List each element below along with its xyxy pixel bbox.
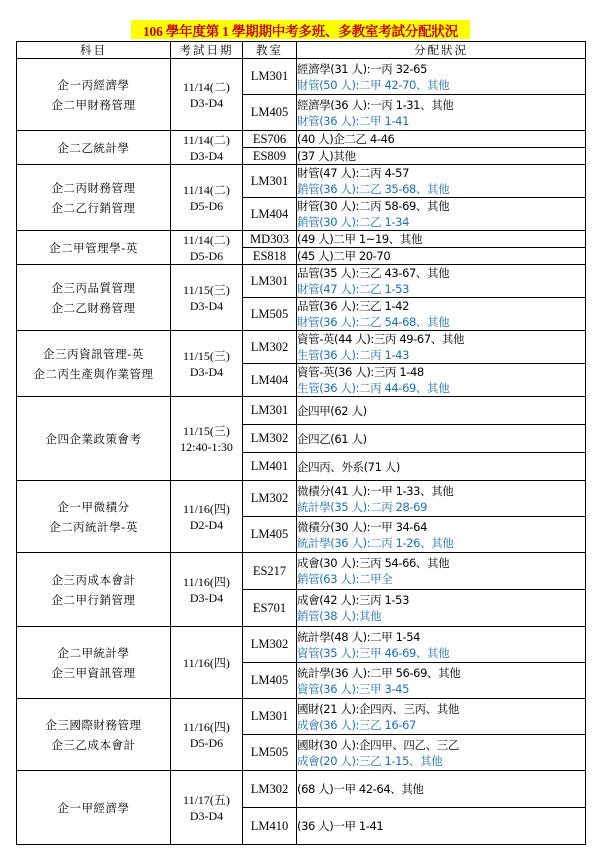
header-date: 考試日期 bbox=[171, 42, 243, 59]
allocation-cell bbox=[297, 590, 586, 627]
course-name: 企一甲經濟學 bbox=[57, 800, 130, 815]
allocation-line: (36 人)一甲 1-41 bbox=[297, 819, 384, 833]
room-cell: MD303 bbox=[243, 231, 297, 248]
title-banner bbox=[131, 20, 470, 39]
course-cell bbox=[17, 131, 171, 165]
room-cell: LM505 bbox=[243, 298, 297, 331]
allocation-cell bbox=[297, 148, 586, 165]
allocation-table bbox=[16, 41, 586, 845]
course-name: 企四企業政策會考 bbox=[45, 431, 142, 446]
exam-date: 11/16(四) bbox=[183, 655, 230, 670]
room-cell: LM302 bbox=[243, 331, 297, 364]
allocation-line: 經濟學(36 人):一丙 1-31、其他 bbox=[297, 97, 454, 112]
page-title: 106 學年度第 1 學期期中考多班、多教室考試分配狀況 bbox=[142, 23, 459, 39]
allocation-cell bbox=[297, 331, 586, 364]
allocation-line: 統計學(36 人):二甲 56-69、其他 bbox=[297, 665, 461, 680]
exam-period: D2-D4 bbox=[189, 517, 224, 532]
allocation-cell bbox=[297, 265, 586, 298]
table-row bbox=[17, 331, 586, 364]
allocation-cell bbox=[297, 425, 586, 453]
course-cell bbox=[17, 397, 171, 481]
exam-period: D5-D6 bbox=[189, 198, 224, 213]
allocation-line: 企四乙(61 人) bbox=[297, 431, 367, 446]
allocation-cell bbox=[297, 165, 586, 198]
allocation-line: 國財(21 人):企四丙、三丙、其他 bbox=[297, 701, 459, 716]
room-cell: LM405 bbox=[243, 663, 297, 699]
exam-date-cell bbox=[171, 553, 243, 627]
exam-date: 11/15(三) bbox=[183, 423, 230, 438]
exam-period: D3-D4 bbox=[189, 298, 224, 313]
allocation-cell bbox=[297, 298, 586, 331]
allocation-line: 財管(47 人):二丙 4-57 bbox=[297, 166, 409, 180]
exam-date-cell bbox=[171, 481, 243, 553]
exam-period: D3-D4 bbox=[189, 808, 224, 823]
allocation-line: 財管(30 人):二丙 58-69、其他 bbox=[297, 199, 450, 213]
allocation-cell bbox=[297, 699, 586, 735]
exam-date: 11/14(二) bbox=[183, 232, 230, 247]
course-name: 企二甲行銷管理 bbox=[51, 592, 136, 607]
allocation-line: 品管(36 人):三乙 1-42 bbox=[297, 299, 409, 313]
allocation-line: 資管(35 人):三甲 46-69、其他 bbox=[297, 645, 450, 660]
allocation-line: (37 人)其他 bbox=[297, 149, 356, 163]
allocation-line: (49 人)二甲 1~19、其他 bbox=[297, 232, 423, 246]
room-cell: ES217 bbox=[243, 553, 297, 590]
table-row bbox=[17, 699, 586, 735]
allocation-line: 資管(36 人):三甲 3-45 bbox=[297, 681, 409, 696]
exam-period: D3-D4 bbox=[189, 95, 224, 110]
allocation-line: 國財(30 人):企四甲、四乙、三乙 bbox=[297, 737, 459, 752]
exam-period: D5-D6 bbox=[189, 248, 224, 263]
header-subject: 科目 bbox=[17, 42, 171, 59]
allocation-cell bbox=[297, 735, 586, 771]
allocation-cell bbox=[297, 481, 586, 517]
course-name: 企二乙行銷管理 bbox=[51, 200, 136, 215]
exam-period: D3-D4 bbox=[189, 148, 224, 163]
allocation-cell bbox=[297, 231, 586, 248]
table-body bbox=[17, 59, 586, 845]
exam-period: D5-D6 bbox=[189, 735, 224, 750]
course-name: 企三丙資訊管理-英 bbox=[43, 346, 144, 361]
course-name: 企三乙成本會計 bbox=[51, 737, 136, 752]
allocation-cell bbox=[297, 453, 586, 481]
room-cell: ES818 bbox=[243, 248, 297, 265]
table-row bbox=[17, 165, 586, 198]
allocation-cell bbox=[297, 627, 586, 663]
allocation-line: 品管(35 人):三乙 43-67、其他 bbox=[297, 266, 450, 280]
room-cell: LM301 bbox=[243, 699, 297, 735]
course-cell bbox=[17, 553, 171, 627]
allocation-line: 統計學(48 人):二甲 1-54 bbox=[297, 629, 421, 644]
allocation-cell bbox=[297, 95, 586, 131]
room-cell: ES809 bbox=[243, 148, 297, 165]
course-cell bbox=[17, 265, 171, 331]
allocation-line: 財管(50 人):二甲 42-70、其他 bbox=[297, 77, 450, 92]
header-allocation: 分配狀況 bbox=[297, 42, 586, 59]
room-cell: LM301 bbox=[243, 397, 297, 425]
room-cell: LM410 bbox=[243, 808, 297, 845]
exam-date: 11/16(四) bbox=[183, 719, 230, 734]
allocation-line: 資管-英(36 人):三丙 1-48 bbox=[297, 365, 424, 379]
allocation-line: 微積分(41 人):一甲 1-33、其他 bbox=[297, 483, 454, 498]
course-name: 企二丙財務管理 bbox=[51, 180, 136, 195]
course-name: 企三國際財務管理 bbox=[45, 717, 142, 732]
allocation-cell bbox=[297, 364, 586, 397]
allocation-line: 財管(36 人):二乙 54-68、其他 bbox=[297, 315, 450, 329]
allocation-line: 成會(30 人):三丙 54-66、其他 bbox=[297, 556, 450, 570]
room-cell: LM404 bbox=[243, 364, 297, 397]
table-row bbox=[17, 131, 586, 148]
exam-date-cell bbox=[171, 397, 243, 481]
table-row bbox=[17, 771, 586, 808]
course-name: 企二甲管理學-英 bbox=[49, 240, 138, 255]
course-name: 企三丙成本會計 bbox=[51, 572, 136, 587]
allocation-line: 生管(36 人):二丙 1-43 bbox=[297, 348, 409, 362]
room-cell: LM302 bbox=[243, 771, 297, 808]
room-cell: ES701 bbox=[243, 590, 297, 627]
course-cell bbox=[17, 231, 171, 265]
allocation-cell bbox=[297, 248, 586, 265]
room-cell: LM405 bbox=[243, 517, 297, 553]
allocation-line: (68 人)一甲 42-64、其他 bbox=[297, 782, 424, 796]
table-row bbox=[17, 231, 586, 248]
course-cell bbox=[17, 771, 171, 845]
exam-period: D3-D4 bbox=[189, 364, 224, 379]
exam-date-cell bbox=[171, 265, 243, 331]
allocation-cell bbox=[297, 663, 586, 699]
allocation-line: 統計學(35 人):二丙 28-69 bbox=[297, 499, 428, 514]
header-row bbox=[17, 42, 586, 59]
exam-date-cell bbox=[171, 331, 243, 397]
allocation-cell bbox=[297, 517, 586, 553]
exam-date-cell bbox=[171, 131, 243, 165]
room-cell: LM302 bbox=[243, 481, 297, 517]
exam-date: 11/15(三) bbox=[183, 348, 230, 363]
allocation-cell bbox=[297, 771, 586, 808]
course-cell bbox=[17, 331, 171, 397]
allocation-line: 財管(36 人):二甲 1-41 bbox=[297, 113, 409, 128]
course-name: 企二乙財務管理 bbox=[51, 300, 136, 315]
course-name: 企三甲資訊管理 bbox=[51, 665, 136, 680]
allocation-cell bbox=[297, 198, 586, 231]
course-name: 企三丙品質管理 bbox=[51, 280, 136, 295]
exam-date-cell bbox=[171, 771, 243, 845]
course-name: 企二乙統計學 bbox=[57, 140, 130, 155]
allocation-line: 銷管(38 人):其他 bbox=[297, 609, 382, 623]
table-row bbox=[17, 397, 586, 425]
allocation-line: 銷管(36 人):二乙 35-68、其他 bbox=[297, 182, 450, 196]
exam-date-cell bbox=[171, 59, 243, 131]
allocation-line: 企四甲(62 人) bbox=[297, 403, 367, 418]
allocation-cell bbox=[297, 59, 586, 95]
exam-date: 11/14(二) bbox=[183, 79, 230, 94]
course-name: 企二甲統計學 bbox=[57, 645, 130, 660]
course-name: 企二甲財務管理 bbox=[51, 97, 136, 112]
course-cell bbox=[17, 165, 171, 231]
allocation-line: 銷管(63 人):二甲全 bbox=[297, 572, 393, 586]
allocation-line: 成會(42 人):三丙 1-53 bbox=[297, 593, 409, 607]
table-row bbox=[17, 627, 586, 663]
room-cell: LM301 bbox=[243, 165, 297, 198]
allocation-cell bbox=[297, 808, 586, 845]
allocation-line: 生管(36 人):二丙 44-69、其他 bbox=[297, 381, 450, 395]
course-name: 企二丙生產與作業管理 bbox=[33, 366, 154, 381]
allocation-line: 成會(36 人):三乙 16-67 bbox=[297, 717, 416, 732]
room-cell: LM301 bbox=[243, 265, 297, 298]
table-row bbox=[17, 59, 586, 95]
exam-date: 11/15(三) bbox=[183, 282, 230, 297]
allocation-line: (40 人)企二乙 4-46 bbox=[297, 132, 395, 146]
exam-date: 11/16(四) bbox=[183, 501, 230, 516]
table-row bbox=[17, 265, 586, 298]
allocation-line: 微積分(30 人):一甲 34-64 bbox=[297, 519, 428, 534]
allocation-line: 企四丙、外系(71 人) bbox=[297, 459, 400, 474]
exam-date: 11/14(二) bbox=[183, 132, 230, 147]
allocation-cell bbox=[297, 397, 586, 425]
allocation-line: 統計學(36 人):二丙 1-26、其他 bbox=[297, 535, 454, 550]
allocation-line: 成會(20 人):三乙 1-15、其他 bbox=[297, 753, 443, 768]
exam-date-cell bbox=[171, 231, 243, 265]
course-name: 企一丙經濟學 bbox=[57, 77, 130, 92]
exam-date-cell bbox=[171, 165, 243, 231]
room-cell: LM405 bbox=[243, 95, 297, 131]
allocation-line: 資管-英(44 人):三丙 49-67、其他 bbox=[297, 332, 465, 346]
exam-date-cell bbox=[171, 699, 243, 771]
course-name: 企二丙統計學-英 bbox=[49, 519, 138, 534]
course-cell bbox=[17, 481, 171, 553]
allocation-cell bbox=[297, 131, 586, 148]
course-cell bbox=[17, 699, 171, 771]
room-cell: LM302 bbox=[243, 627, 297, 663]
course-name: 企一甲微積分 bbox=[57, 499, 130, 514]
allocation-line: 財管(47 人):二乙 1-53 bbox=[297, 282, 409, 296]
room-cell: ES706 bbox=[243, 131, 297, 148]
allocation-cell bbox=[297, 553, 586, 590]
room-cell: LM301 bbox=[243, 59, 297, 95]
table-row bbox=[17, 553, 586, 590]
exam-date: 11/14(二) bbox=[183, 182, 230, 197]
allocation-line: (45 人)二甲 20-70 bbox=[297, 249, 391, 263]
course-cell bbox=[17, 627, 171, 699]
exam-date: 11/16(四) bbox=[183, 574, 230, 589]
room-cell: LM505 bbox=[243, 735, 297, 771]
exam-date-cell bbox=[171, 627, 243, 699]
room-cell: LM404 bbox=[243, 198, 297, 231]
exam-period: D3-D4 bbox=[189, 590, 224, 605]
exam-date: 11/17(五) bbox=[183, 792, 230, 807]
course-cell bbox=[17, 59, 171, 131]
allocation-line: 經濟學(31 人):一丙 32-65 bbox=[297, 61, 428, 76]
room-cell: LM401 bbox=[243, 453, 297, 481]
header-room: 教室 bbox=[243, 42, 297, 59]
allocation-line: 銷管(30 人):二乙 1-34 bbox=[297, 215, 409, 229]
table-row bbox=[17, 481, 586, 517]
room-cell: LM302 bbox=[243, 425, 297, 453]
exam-period: 12:40-1:30 bbox=[180, 439, 233, 454]
